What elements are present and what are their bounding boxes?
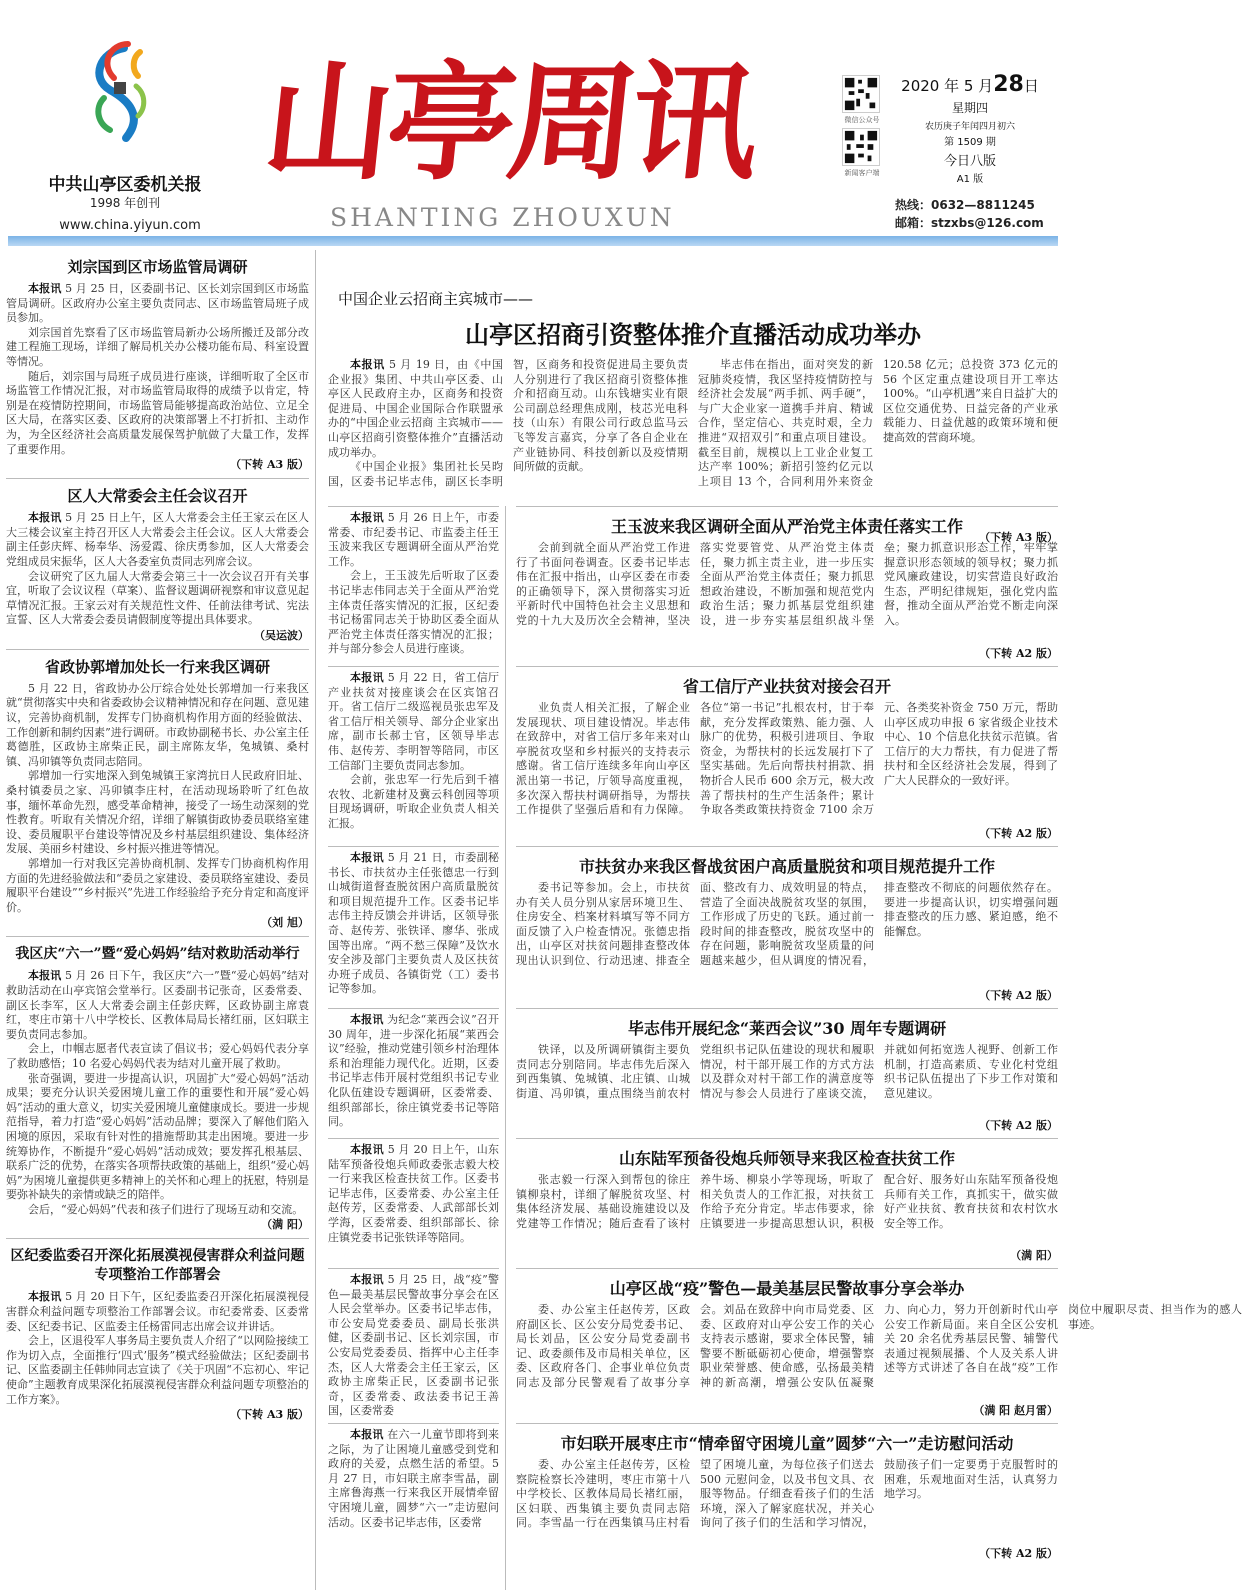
byline-tag: 本报讯 bbox=[350, 1428, 384, 1441]
paragraph: 5 月 25 日，战“疫”警色—最美基层民警故事分享会在区人民会堂举办。区委书记毕志伟，市公安局党委委员、副局长张洪健，区委副书记、区长刘宗国，市公安局党委委员、指挥中心主任李杰，区人大常委会主任王家云，区政协主席柴正民，区委副书记张奇，区委常委、政法委书记王善国，区委常委 bbox=[328, 1273, 499, 1418]
article-body bbox=[516, 1303, 1242, 1403]
paragraph: 会议研究了区九届人大常委会第三十一次会议召开有关事宜，听取了会议议程（草案）、监督议题调研视察和审议意见起草情况汇报。王家云对有关规范性文件、任前法律考试、宪法宣誓、区人大常委会委员请假制度等提出具体要求。 bbox=[6, 569, 309, 627]
article-body bbox=[516, 541, 1058, 646]
masthead bbox=[0, 0, 1080, 250]
article-title[interactable]: 刘宗国到区市场监管局调研 bbox=[67, 258, 248, 276]
article-body bbox=[6, 1290, 309, 1407]
main-stories bbox=[516, 506, 1242, 1563]
paragraph: 5 月 26 日下午，我区庆“六一”暨“爱心妈妈”结对救助活动在山亭宾馆会堂举行。区委副书记张奇，区委常委、副区长李军，区人大常委会副主任彭庆辉，区政协副主席袁红，枣庄市第十八中学校长、区教体局局长褚红丽，区妇联主要负责同志参加。 bbox=[6, 969, 310, 1041]
article-title[interactable]: 省工信厅产业扶贫对接会召开 bbox=[682, 677, 891, 696]
paragraph: 刘宗国首先察看了区市场监管局新办公场所搬迁及部分改建工程施工现场，详细了解局机关办公楼功能布局、科室设置等情况。 bbox=[6, 325, 309, 368]
article-title[interactable]: 山亭区战“疫”警色—最美基层民警故事分享会举办 bbox=[609, 1279, 965, 1298]
byline-tag: 本报讯 bbox=[28, 282, 62, 295]
website-link[interactable]: www.china.yiyun.com bbox=[59, 218, 201, 233]
byline-tag: 本报讯 bbox=[28, 511, 62, 525]
paragraph: 张志毅一行深入到帮包的徐庄镇柳泉村，详细了解脱贫攻坚、村集体经济发展、基础设施建设以及党建等工作情况；随后查看了该村养牛场、柳泉小学等现场，听取了相关负责人的工作汇报，对扶贫工作给予充分肯定。毕志伟要求，徐庄镇要进一步提高思想认识，积极配合好、服务好山东陆军预备役炮兵师有关工作，真抓实干，做实做好产业扶贫、教育扶贫和农村饮水安全等工作。 bbox=[516, 1173, 1058, 1230]
date-suffix: 日 bbox=[1023, 77, 1039, 95]
paragraph: 业负责人相关汇报，了解企业发展现状、项目建设情况。毕志伟在致辞中，对省工信厅多年来对山亭脱贫攻坚和乡村振兴的支持表示感谢。省工信厅连续多年向山亭区派出第一书记，厅领导高度重视，多次深入帮扶村调研指导，为帮扶工作提供了坚强后盾和有力保障。各位“第一书记”扎根农村，甘于奉献，充分发挥政策熟、能力强、人脉广的优势，积极引进项目、争取资金，为帮扶村的长远发展打下了坚实基础。先后向帮扶村捐款、捐物折合人民币 600 余万元，极大改善了帮扶村的生产生活条件；累计争取各类政策扶持资金 7100 余万元、各类奖补资金 750 万元，帮助山亭区成功申报 6 家省级企业技术中心、10 个信息化扶贫示范镇。省工信厅的大力帮扶，有力促进了帮扶村和全区经济社会发展，得到了广大人民群众的一致好评。 bbox=[516, 701, 1058, 817]
byline-tag: 本报讯 bbox=[350, 1143, 384, 1156]
continued-link[interactable]: （下转 A2 版） bbox=[979, 1119, 1058, 1132]
article-body bbox=[6, 682, 309, 916]
date-day: 28 bbox=[993, 72, 1024, 97]
paper-pinyin: SHANTING ZHOUXUN bbox=[330, 203, 675, 232]
founded-year: 1998 年创刊 bbox=[89, 196, 161, 210]
date-prefix: 2020 年 5 月 bbox=[901, 77, 994, 95]
qr-caption: 新闻客户端 bbox=[844, 169, 880, 177]
side-story bbox=[328, 1138, 499, 1268]
byline-tag: 本报讯 bbox=[350, 1013, 384, 1026]
paragraph: 委书记等参加。会上，市扶贫办有关人员分别从家居环境卫生、住房安全、档案材料填写等不同方面反馈了入户检查情况。张德忠指出，山亭区对扶贫问题排查整改体现出认识到位、行动迅速、排查全面、整改有力、成效明显的特点，营造了全面决战脱贫攻坚的氛围，工作形成了历史的飞跃。通过前一段时间的排查整改，脱贫攻坚中的存在问题，影响脱贫攻坚质量的问题越来越少，但从调度的情况看，排查整改不彻底的问题依然存在。要进一步提高认识，切实增强问题排查整改的压力感、紧迫感，绝不能懈怠。 bbox=[516, 881, 1058, 967]
right-column bbox=[328, 250, 1242, 1590]
lunar-date: 农历庚子年闰四月初六 bbox=[924, 122, 1015, 132]
article-title[interactable]: 区人大常委会主任会议召开 bbox=[67, 487, 248, 506]
paragraph: 会上，王玉波先后听取了区委书记毕志伟同志关于全面从严治党主体责任落实情况的汇报，区纪委书记杨雷同志关于协助区委全面从严治党主体责任落实情况的汇报；并与部分参会人员进行座谈。 bbox=[328, 569, 499, 656]
story-module bbox=[516, 846, 1058, 1008]
qr-code-icon bbox=[842, 75, 880, 113]
author-credit: （满 阳） bbox=[1010, 1249, 1058, 1262]
weekday: 星期四 bbox=[951, 101, 988, 115]
paragraph: 张奇强调，要进一步提高认识，巩固扩大“爱心妈妈”活动成果；要充分认识关爱困境儿童工作的重要性和开展“爱心妈妈”活动的重大意义，切实关爱困境儿童健康成长。要进一步规范指导，着力打造“爱心妈妈”活动品牌；要深入了解他们陷入困境的原因，采取有针对性的措施帮助其走出困境。要进一步统筹协作，不断提升“爱心妈妈”活动成效；要发挥孔根基层、联系广泛的优势，在落实各项帮扶政策的基础上，组织“爱心妈妈”为困境儿童提供更多精神上的关怀和心理上的抚慰，特别是要弥补缺失的亲情或缺乏的陪伴。 bbox=[6, 1071, 309, 1202]
paragraph: 5 月 26 日上午，市委常委、市纪委书记、市监委主任王玉波来我区专题调研全面从严治党工作。 bbox=[328, 511, 500, 568]
story-module bbox=[516, 666, 1058, 846]
continued-link[interactable]: （下转 A2 版） bbox=[979, 989, 1058, 1002]
paragraph: 5 月 20 日下午，区纪委监委召开深化拓展漠视侵害群众利益问题专项整治工作部署会议。市纪委常委、区委常委、区纪委书记、区监委主任杨雷同志出席会议并讲话。 bbox=[6, 1290, 310, 1333]
continued-link[interactable]: （下转 A3 版） bbox=[230, 1408, 309, 1422]
email: 邮箱：stzxbs@126.com bbox=[895, 216, 1044, 230]
side-story bbox=[328, 846, 499, 1008]
side-story bbox=[328, 1008, 499, 1138]
paragraph: 在六一儿童节即将到来之际，为了让困境儿童感受到党和政府的关爱，点燃生活的希望。5 月 27 日，市妇联主席李雪晶，副主席鲁海燕一行来我区开展情牵留守困境儿童，圆梦“六一”走访慰问活动。区委书记毕志伟，区委常 bbox=[328, 1428, 500, 1529]
article-body bbox=[516, 1458, 1058, 1546]
qr-caption: 微信公众号 bbox=[844, 116, 880, 124]
story-module bbox=[516, 1268, 1242, 1423]
byline-tag: 本报讯 bbox=[350, 671, 384, 684]
paragraph: 5 月 22 日，省政协办公厅综合处处长郭增加一行来我区就“贯彻落实中央和省委政协会议精神情况和存在问题、意见建议，完善协商机制，发挥专门协商机构作用方面的经验做法、工作创新和制约因素”进行调研。市政协副秘书长、办公室主任葛德胜，区政协主席柴正民，副主席陈友华，兔城镇、桑村镇、冯卯镇等负责同志陪同。 bbox=[6, 681, 309, 768]
continued-link[interactable]: （下转 A2 版） bbox=[979, 647, 1058, 660]
paragraph: 5 月 21 日，市委副秘书长、市扶贫办主任张德忠一行到山城街道督查脱贫困户高质量脱贫和项目规范提升工作。区委书记毕志伟主持反馈会并讲话，区领导张奇、赵传芳、张铁译、廖华、张成国等出席。“两不愁三保障”及饮水安全涉及部门主要负责人及区扶贫办班子成员、各镇街党（工）委书记等参加。 bbox=[328, 851, 500, 996]
paragraph: 委、办公室主任赵传芳，区检察院检察长冷建明，枣庄市第十八中学校长、区教体局局长褚红丽，区妇联、西集镇主要负责同志陪同。李雪晶一行在西集镇马庄村看望了困境儿童，为每位孩子们送去 500 元慰问金，以及书包文具、衣服等物品。仔细查看孩子们的生活环境，深入了解家庭状况，并关心询问了孩子们的生活和学习情况，鼓励孩子们一定要勇于克服暂时的困难，乐观地面对生活，认真努力地学习。 bbox=[516, 1458, 1058, 1530]
logo-icon bbox=[80, 38, 160, 148]
paragraph: 会前到就全面从严治党工作进行了书面问卷调查。区委书记毕志伟在汇报中指出，山亭区委在市委的正确领导下，深入贯彻落实习近平新时代中国特色社会主义思想和党的十九大及历次全会精神，坚决落实党要管党、从严治党主体责任，聚力抓主责主业，进一步压实全面从严治党主体责任；聚力抓思想政治建设，不断加强和规范党内政治生活；聚力抓基层党组织建设，进一步夯实基层组织战斗堡垒；聚力抓意识形态工作，牢牢掌握意识形态领域的领导权；聚力抓党风廉政建设，切实营造良好政治生态，严明纪律规矩，强化党内监督，推动全面从严治党不断走向深入。 bbox=[516, 541, 1058, 627]
article-body bbox=[6, 511, 309, 628]
story-module bbox=[516, 1138, 1058, 1268]
paragraph: 会后，“爱心妈妈”代表和孩子们进行了现场互动和交流。 bbox=[28, 1202, 304, 1216]
paragraph: 会上，区退役军人事务局主要负责人介绍了“以网险接续工作为切入点，全面推行‘四式’服务”模式经验做法；区纪委副书记、区监委副主任韩帅同志宣读了《关于巩固“不忘初心、牢记使命”主题教育成果深化拓展漠视侵害群众利益问题专项整治的工作方案》。 bbox=[6, 1334, 309, 1406]
date-block bbox=[895, 72, 1045, 185]
left-column bbox=[6, 250, 316, 1590]
author-credit: （刘 旭） bbox=[261, 916, 309, 930]
article-title[interactable]: 区纪委监委召开深化拓展漠视侵害群众利益问题专项整治工作部署会 bbox=[10, 1248, 305, 1284]
paragraph: 郭增加一行实地深入到兔城镇王家湾抗日人民政府旧址、桑村镇委员之家、冯卯镇李庄村，在活动现场聆听了红色故事，缅怀革命先烈，感受革命精神，接受了一场生动深刻的党性教育。听取有关情况介绍，详细了解镇街政协委员联络室建设、委员履职平台建设等情况及乡村基层组织建设、集体经济发展、美丽乡村建设、乡村振兴推进等情况。 bbox=[6, 769, 309, 856]
byline-tag: 本报讯 bbox=[28, 1290, 62, 1304]
story-module bbox=[516, 1008, 1058, 1138]
article-body bbox=[516, 1043, 1058, 1118]
article-title[interactable]: 市扶贫办来我区督战贫困户高质量脱贫和项目规范提升工作 bbox=[578, 857, 995, 876]
article-title[interactable]: 山东陆军预备役炮兵师领导来我区检查扶贫工作 bbox=[618, 1149, 955, 1168]
article-title[interactable]: 王玉波来我区调研全面从严治党主体责任落实工作 bbox=[610, 517, 963, 536]
paragraph: 毕志伟在指出，面对突发的新冠肺炎疫情，我区坚持疫情防控与经济社会发展“两手抓、两手硬”，与广大企业家一道携手并肩、精诚合作，坚定信心、共克时艰，全力推进“双招双引”和重点项目建设。截至目前，规模以上工业企业复工达产率 100%；新招引签约亿元以上项目 13 个，合同利用外来资金 120.58 亿元；总投资 373 亿元的 56 个区定重点建设项目开工率达 100%。“山亭机遇”来自日益扩大的区位交通优势、日益完备的产业承载能力、日益优越的政策环境和便捷高效的营商环境。 bbox=[698, 358, 1058, 488]
issue-number: 第 1509 期 bbox=[944, 137, 996, 148]
article-body bbox=[516, 1173, 1058, 1248]
article-body bbox=[6, 282, 309, 457]
divider bbox=[6, 1238, 309, 1239]
author-credit: （满 阳） bbox=[261, 1218, 309, 1232]
paper-title: 山亭周讯 bbox=[257, 48, 761, 198]
side-story bbox=[328, 666, 499, 846]
article-body bbox=[516, 701, 1058, 826]
paragraph: 委、办公室主任赵传芳，区政府副区长、区公安分局党委书记、局长刘品，区公安分局党委副书记、政委颜伟及市局相关单位，区委、区政府各门、企事业单位负责同志及部分民警观看了故事分享会。刘品在致辞中向市局党委、区委、区政府对山亭公安工作的关心支持表示感谢，要求全体民警，辅警要不断砥砺初心使命，增强警察职业荣誉感、使命感，弘扬最美精神的新高潮，增强公安队伍凝聚力、向心力，努力开创新时代山亭公安工作新局面。来自全区公安机关 20 余名优秀基层民警、辅警代表通过视频展播、个人及关系人讲述等方式讲述了各自在战“疫”工作岗位中履职尽责、担当作为的感人事迹。 bbox=[516, 1303, 1242, 1389]
contact-info bbox=[895, 196, 1044, 232]
edition-label: A1 版 bbox=[956, 174, 984, 185]
story-module bbox=[516, 506, 1058, 666]
byline-tag: 本报讯 bbox=[350, 511, 384, 524]
paragraph: 随后，刘宗国与局班子成员进行座谈，详细听取了全区市场监管工作情况汇报，对市场监管局取得的成绩予以肯定，特别是在疫情防控期间，市场监管局能够提高政治站位、立足全区大局，在落实区委、区政府的决策部署上不打折扣、主动作为，为全区经济社会高质量发展保驾护航做了大量工作，发挥了重要作用。 bbox=[6, 369, 309, 456]
byline-tag: 本报讯 bbox=[350, 358, 385, 371]
side-story bbox=[328, 1268, 499, 1423]
side-column bbox=[328, 506, 506, 1590]
masthead-divider bbox=[8, 236, 1058, 246]
article-body bbox=[516, 881, 1058, 988]
continued-link[interactable]: （下转 A2 版） bbox=[979, 1547, 1058, 1560]
author-credit: （满 阳 赵月雷） bbox=[973, 1404, 1058, 1417]
continued-link[interactable]: （下转 A3 版） bbox=[230, 458, 309, 472]
paragraph: 《中国企业报》集团社长吴昀国，区委书记毕志伟，副区长李明智，区商务和投资促进局主要负责人分别进行了我区招商引资整体推介和招商互动。山东钱塘实业有限公司副总经理焦成刚，枝芯光电科技（山东）有限公司行政总监马云飞等发言嘉宾，分享了各自企业在产业链协同、科技创新以及疫情期间所做的贡献。 bbox=[328, 358, 688, 488]
paragraph: 5 月 25 日，区委副书记、区长刘宗国到区市场监管局调研。区政府办公室主要负责同志、区市场监管局班子成员参加。 bbox=[6, 282, 310, 325]
hotline: 热线：0632—8811245 bbox=[895, 198, 1035, 212]
paragraph: 郭增加一行对我区完善协商机制、发挥专门协商机构作用方面的先进经验做法和“委员之家建设、委员联络室建设、委员履职平台建设”“乡村振兴”先进工作经验给予充分肯定和高度评价。 bbox=[6, 857, 309, 914]
byline-tag: 本报讯 bbox=[28, 969, 62, 983]
author-credit: （吴运波） bbox=[254, 628, 309, 642]
article-body bbox=[6, 969, 309, 1217]
divider bbox=[6, 649, 309, 650]
lead-article-body bbox=[328, 358, 1058, 530]
continued-link[interactable]: （下转 A2 版） bbox=[979, 827, 1058, 840]
side-story bbox=[328, 1423, 499, 1563]
paragraph: 5 月 25 日上午，区人大常委会主任王家云在区人大三楼会议室主持召开区人大常委会主任会议。区人大常委会副主任彭庆辉、杨奉华、汤爱霞、徐庆勇参加，区人大常委会党组成员宋振华，区人大各委室负责同志列席会议。 bbox=[6, 511, 310, 568]
qr-code-icon bbox=[842, 128, 880, 166]
paragraph: 会上，巾帼志愿者代表宣读了倡议书；爱心妈妈代表分享了救助感悟；10 名爱心妈妈代表为结对儿童开展了救助。 bbox=[6, 1042, 309, 1070]
article-title[interactable]: 毕志伟开展纪念“莱西会议”30 周年专题调研 bbox=[627, 1019, 947, 1038]
divider bbox=[6, 936, 309, 937]
paragraph: 会前，张忠军一行先后到千禧农牧、北新建材及冀云科创园等项目现场调研，听取企业负责人相关汇报。 bbox=[328, 773, 499, 830]
lead-kicker: 中国企业云招商主宾城市—— bbox=[338, 290, 534, 308]
story-module bbox=[516, 1423, 1058, 1563]
article-title[interactable]: 市妇联开展枣庄市“情牵留守困境儿童”圆梦“六一”走访慰问活动 bbox=[560, 1434, 1014, 1453]
page-count: 今日八版 bbox=[943, 154, 996, 169]
paragraph: 5 月 20 日上午，山东陆军预备役炮兵师政委张志毅大校一行来我区检查扶贫工作。区委书记毕志伟，区委常委、办公室主任赵传芳，区委常委、人武部部长刘学海，区委常委、组织部部长、徐庄镇党委书记张铁译等陪同。 bbox=[328, 1143, 500, 1244]
side-story bbox=[328, 506, 499, 666]
paragraph: 为纪念“莱西会议”召开 30 周年，进一步深化拓展“莱西会议”经验，推动党建引领乡村治理体系和治理能力现代化。近期，区委书记毕志伟开展村党组织书记专业化队伍建设专题调研，区委常委、组织部部长，徐庄镇党委书记等陪同。 bbox=[328, 1013, 500, 1129]
article-title[interactable]: 省政协郭增加处长一行来我区调研 bbox=[44, 657, 270, 676]
paragraph: 5 月 22 日，省工信厅产业扶贫对接座谈会在区宾馆召开。省工信厅二级巡视员张忠军及省工信厅相关领导、部分企业家出席，副市长郝士官，区领导毕志伟、赵传芳、李明智等陪同，市区工信部门主要负责同志参加。 bbox=[328, 671, 500, 772]
continued-link[interactable]: （下转 A3 版） bbox=[979, 531, 1058, 544]
divider bbox=[6, 478, 309, 479]
byline-tag: 本报讯 bbox=[350, 851, 384, 864]
article-title[interactable]: 我区庆“六一”暨“爱心妈妈”结对救助活动举行 bbox=[15, 946, 300, 963]
paragraph: 5 月 19 日，由《中国企业报》集团、中共山亭区委、山亭区人民政府主办，区商务和投资促进局、中国企业国际合作联盟承办的“中国企业云招商 主宾城市——山亭区招商引资整体推介”直播活动成功举办。 bbox=[328, 358, 504, 459]
org-name: 中共山亭区委机关报 bbox=[48, 175, 202, 195]
byline-tag: 本报讯 bbox=[350, 1273, 384, 1286]
issue-date bbox=[895, 72, 1045, 97]
paragraph: 铁译，以及所调研镇街主要负责同志分别陪同。毕志伟先后深入到西集镇、兔城镇、北庄镇、山城街道、冯卯镇，重点围绕当前农村党组织书记队伍建设的现状和履职情况，村干部开展工作的方式方法以及群众对村干部工作的满意度等情况与参会人员进行了座谈交流，并就如何拓宽选人视野、创新工作机制，打造高素质、专业化村党组织书记队伍提出了下步工作对策和意见建议。 bbox=[516, 1043, 1058, 1100]
lead-headline[interactable]: 山亭区招商引资整体推介直播活动成功举办 bbox=[465, 320, 921, 349]
